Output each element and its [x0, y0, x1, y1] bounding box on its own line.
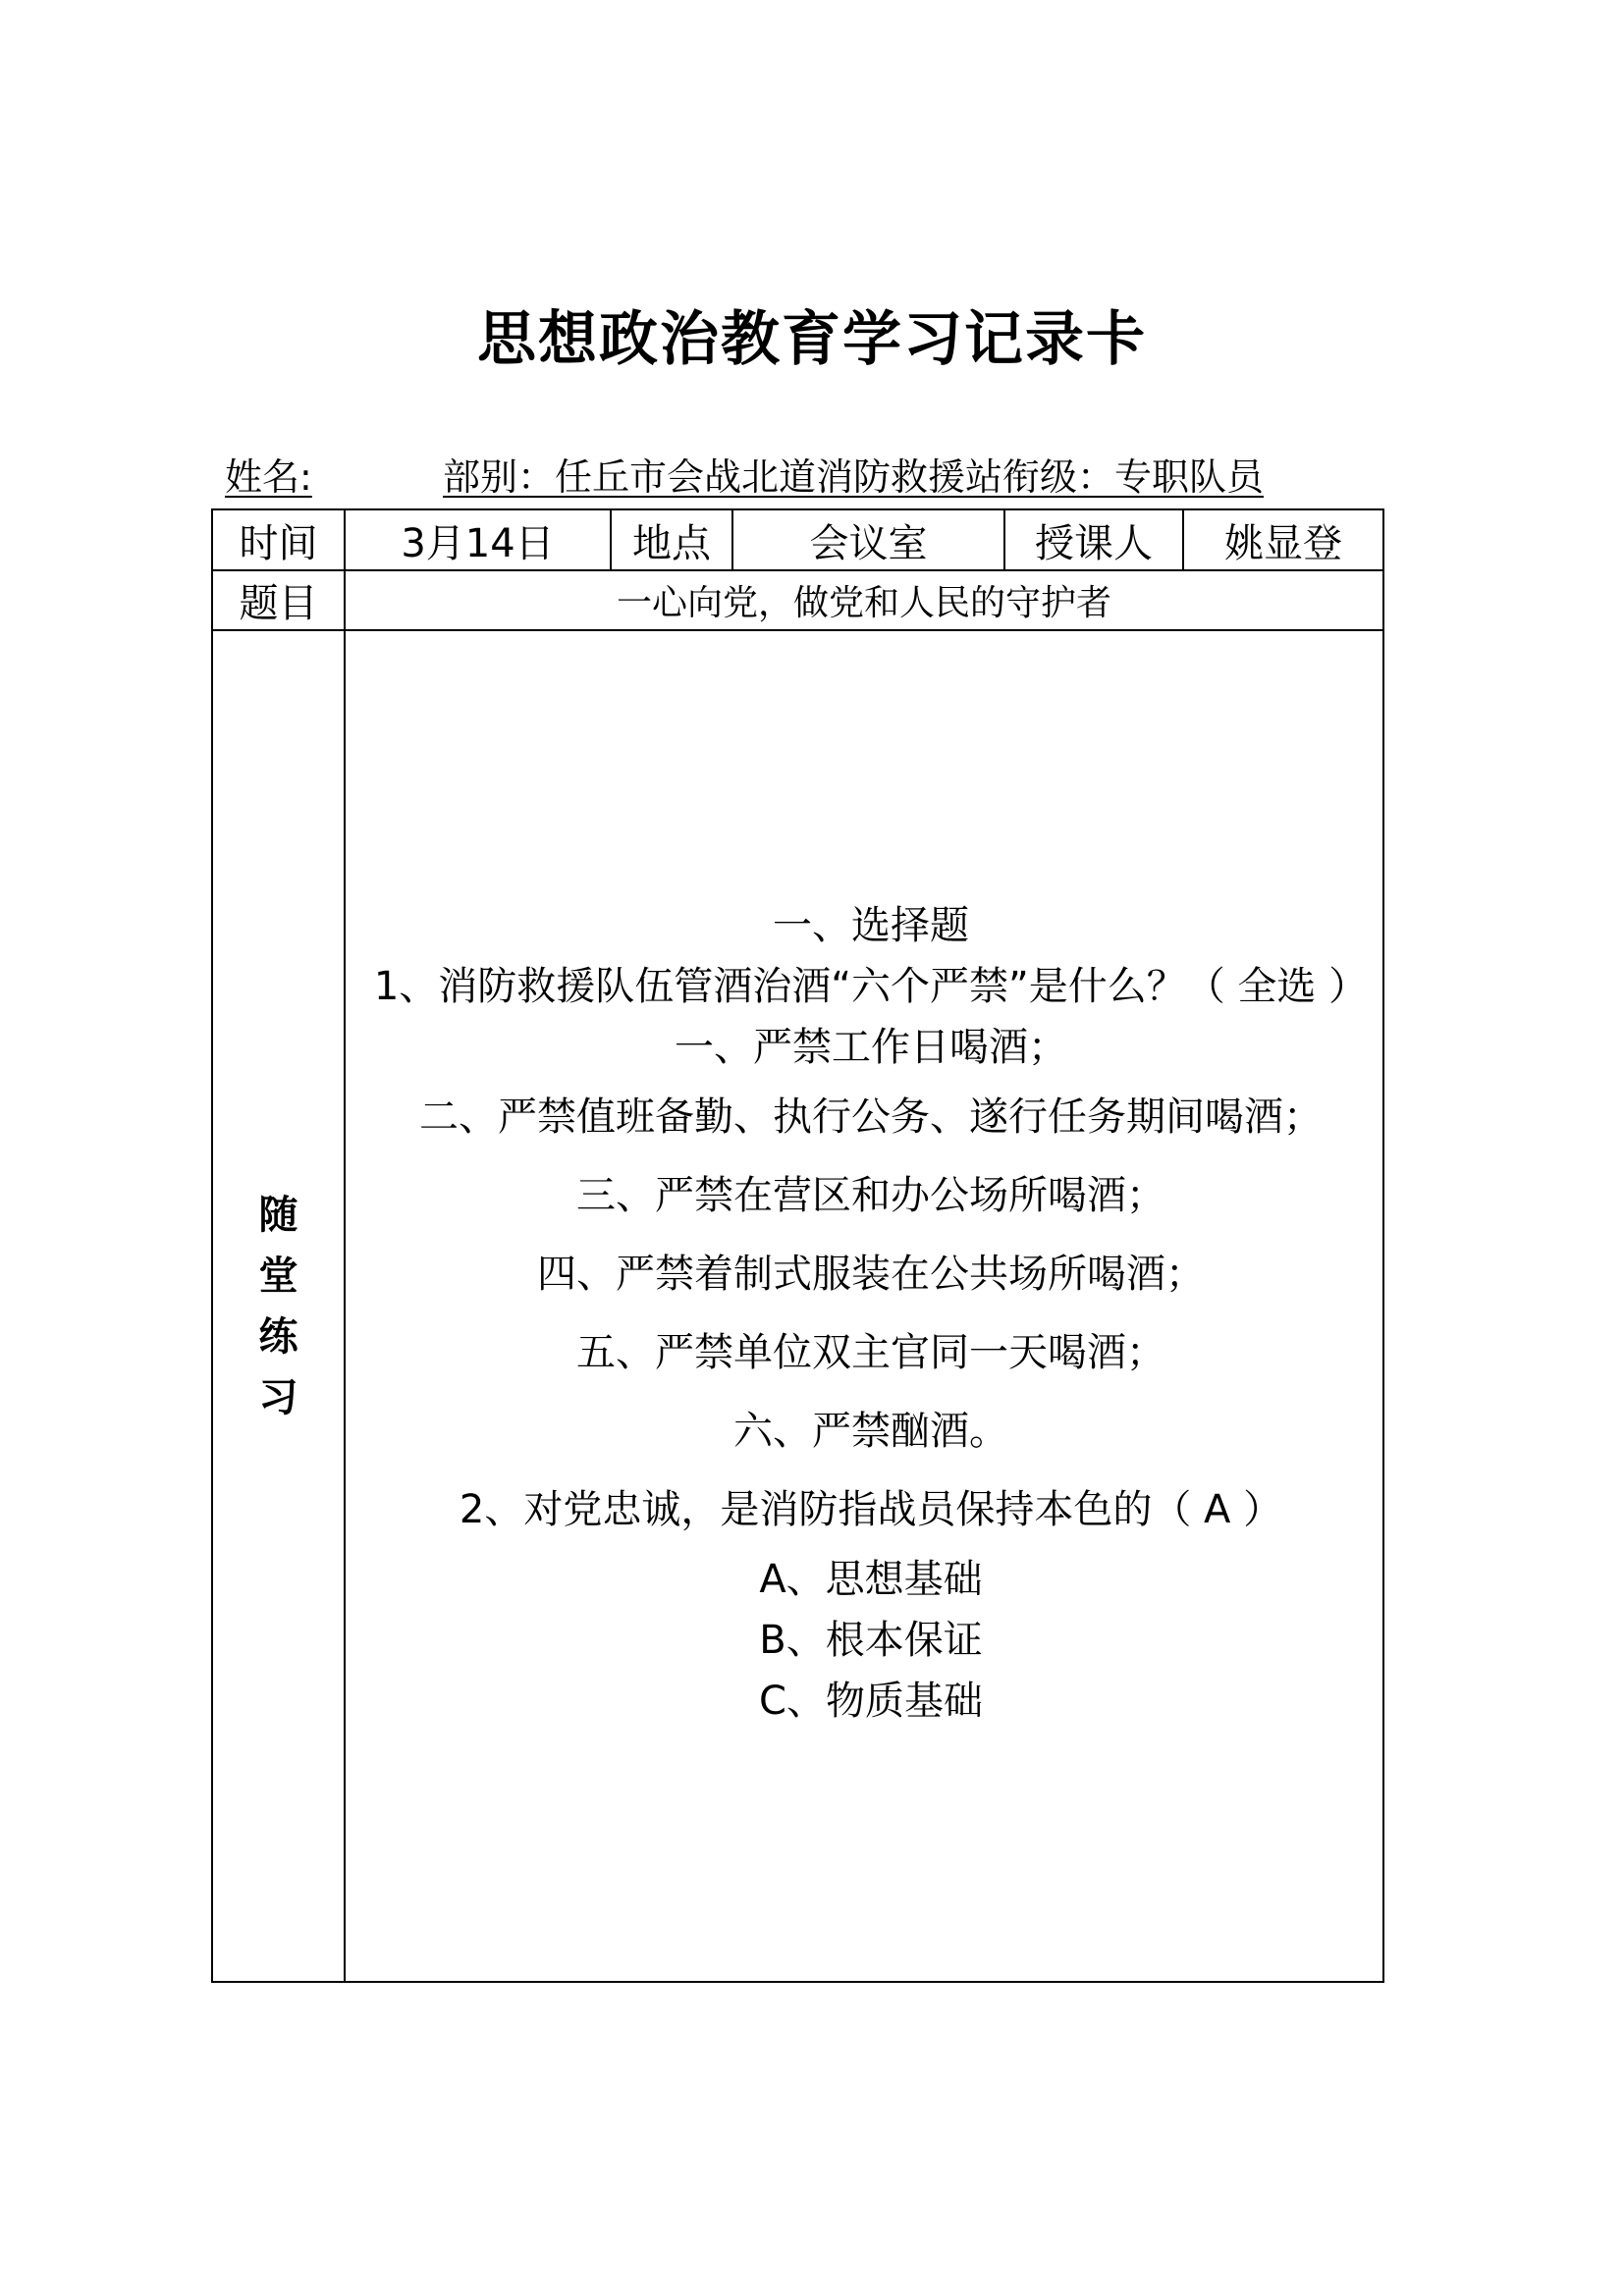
time-value: 3月14日 [345, 509, 611, 570]
exercise-content [345, 630, 1383, 1982]
name-label: 姓名: [225, 455, 312, 499]
question-1-item: 四、严禁着制式服装在公共场所喝酒； [537, 1251, 1205, 1297]
side-label-char: 习 [258, 1373, 298, 1420]
table-row [212, 570, 1383, 630]
info-line [225, 454, 1285, 501]
time-label: 时间 [212, 509, 345, 570]
question-1-item: 五、严禁单位双主官同一天喝酒； [576, 1329, 1165, 1375]
question-2-option: C、物质基础 [759, 1678, 983, 1724]
question-2: 2、对党忠诚，是消防指战员保持本色的（ A ） [459, 1486, 1283, 1532]
department-rank-text: 部别：任丘市会战北道消防救援站衔级：专职队员 [443, 455, 1265, 499]
topic-label: 题目 [212, 570, 345, 630]
topic-value: 一心向党，做党和人民的守护者 [345, 570, 1383, 630]
side-label-char: 练 [258, 1312, 298, 1360]
table-row [212, 630, 1383, 1982]
question-1-item: 三、严禁在营区和办公场所喝酒； [576, 1172, 1165, 1218]
side-label-char: 随 [258, 1191, 298, 1238]
question-2-option: B、根本保证 [759, 1617, 983, 1663]
lecturer-value: 姚显登 [1183, 509, 1383, 570]
question-1: 1、消防救援队伍管酒治酒“六个严禁”是什么？（ 全选 ） [373, 963, 1369, 1009]
page-title: 思想政治教育学习记录卡 [477, 305, 1147, 374]
place-label: 地点 [611, 509, 732, 570]
lecturer-label: 授课人 [1004, 509, 1183, 570]
question-1-item: 一、严禁工作日喝酒； [675, 1024, 1067, 1070]
record-table [211, 508, 1384, 1983]
question-1-item: 六、严禁酗酒。 [733, 1408, 1008, 1454]
table-row [212, 509, 1383, 570]
section-heading: 一、选择题 [773, 902, 969, 948]
side-label-char: 堂 [258, 1252, 298, 1299]
side-label [212, 630, 345, 1982]
question-2-option: A、思想基础 [759, 1556, 983, 1602]
question-1-item: 二、严禁值班备勤、执行公务、遂行任务期间喝酒； [419, 1094, 1323, 1140]
place-value: 会议室 [732, 509, 1004, 570]
